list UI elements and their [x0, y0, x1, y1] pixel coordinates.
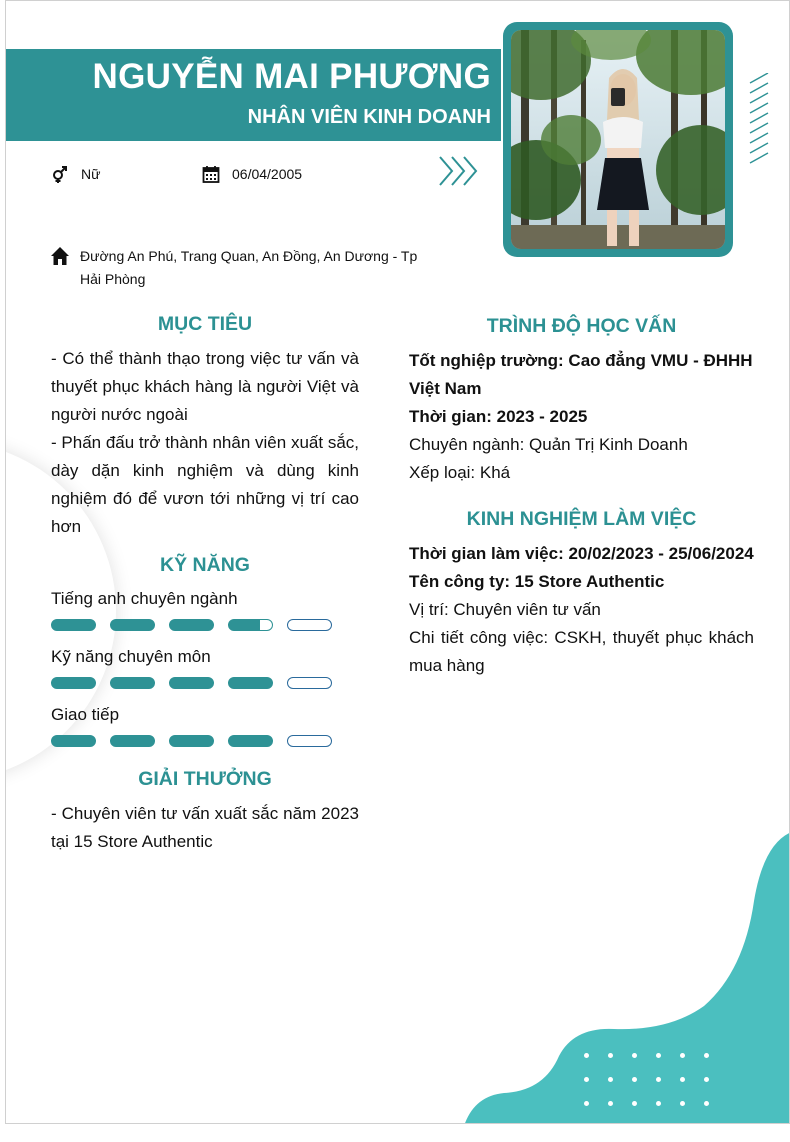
gender-value: Nữ — [81, 166, 101, 182]
skill-bar-filled — [169, 735, 214, 747]
objective-title: MỤC TIÊU — [157, 313, 253, 335]
birthday-row — [202, 165, 302, 183]
address-row — [50, 245, 430, 291]
skill-bar-filled — [110, 619, 155, 631]
education-text — [409, 347, 754, 487]
objective-text — [51, 345, 359, 541]
gender-icon — [51, 165, 69, 183]
skill-bar-filled — [228, 677, 273, 689]
education-title: TRÌNH ĐỘ HỌC VẤN — [486, 315, 677, 337]
skill-label: Tiếng anh chuyên ngành — [51, 589, 238, 608]
education-rank: Xếp loại: Khá — [409, 463, 511, 482]
skill-bar-filled — [228, 735, 273, 747]
skill-bar-empty — [287, 619, 332, 631]
header-band — [6, 49, 501, 141]
job-title: NHÂN VIÊN KINH DOANH — [247, 106, 491, 128]
address-value: Đường An Phú, Trang Quan, An Đồng, An Dương - Tp Hải Phòng — [80, 248, 418, 287]
stripes-decoration — [746, 73, 770, 168]
decorative-blob — [464, 821, 790, 1124]
skill-bar-filled — [169, 677, 214, 689]
skill-bar-filled — [169, 619, 214, 631]
experience-company: Tên công ty: 15 Store Authentic — [409, 572, 665, 591]
experience-title: KINH NGHIỆM LÀM VIỆC — [466, 508, 697, 530]
skill-bar-filled — [51, 619, 96, 631]
profile-photo — [511, 30, 725, 249]
education-period: Thời gian: 2023 - 2025 — [409, 407, 588, 426]
skill-label: Kỹ năng chuyên môn — [51, 647, 211, 666]
education-school: Tốt nghiệp trường: Cao đẳng VMU - ĐHHH Việt Nam — [409, 351, 753, 398]
skill-bar-filled — [110, 735, 155, 747]
skill-bars-professional — [51, 677, 332, 689]
skill-bar-filled — [51, 677, 96, 689]
birthday-value: 06/04/2005 — [232, 166, 303, 182]
objective-line: - Phấn đấu trở thành nhân viên xuất sắc, dày dặn kinh nghiệm và dùng kinh nghiệm đó để vươn tới những vị trí cao hơn — [51, 433, 359, 536]
awards-title: GIẢI THƯỞNG — [138, 768, 272, 790]
education-major: Chuyên ngành: Quản Trị Kinh Doanh — [409, 435, 688, 454]
skill-bars-communication — [51, 735, 332, 747]
objective-line: - Có thể thành thạo trong việc tư vấn và thuyết phục khách hàng là người Việt và người nước ngoài — [51, 349, 359, 424]
awards-text: - Chuyên viên tư vấn xuất sắc năm 2023 tại 15 Store Authentic — [51, 804, 359, 851]
skill-bar-partial — [228, 619, 273, 631]
chevrons-decoration — [438, 155, 484, 187]
skill-bar-filled — [110, 677, 155, 689]
experience-text — [409, 540, 754, 680]
experience-details: Chi tiết công việc: CSKH, thuyết phục khách mua hàng — [409, 628, 754, 675]
candidate-name: NGUYỄN MAI PHƯƠNG — [92, 57, 491, 96]
skill-bar-filled — [51, 735, 96, 747]
cv-page — [5, 0, 790, 1124]
skill-bar-empty — [287, 735, 332, 747]
photo-frame — [503, 22, 733, 257]
calendar-icon — [202, 165, 220, 183]
home-icon — [50, 246, 70, 266]
skill-label: Giao tiếp — [51, 705, 120, 724]
skills-title: KỸ NĂNG — [160, 554, 250, 576]
skill-bars-english — [51, 619, 332, 631]
skill-bar-empty — [287, 677, 332, 689]
experience-position: Vị trí: Chuyên viên tư vấn — [409, 600, 601, 619]
experience-period: Thời gian làm việc: 20/02/2023 - 25/06/2024 — [409, 544, 754, 563]
gender-row — [51, 165, 100, 183]
